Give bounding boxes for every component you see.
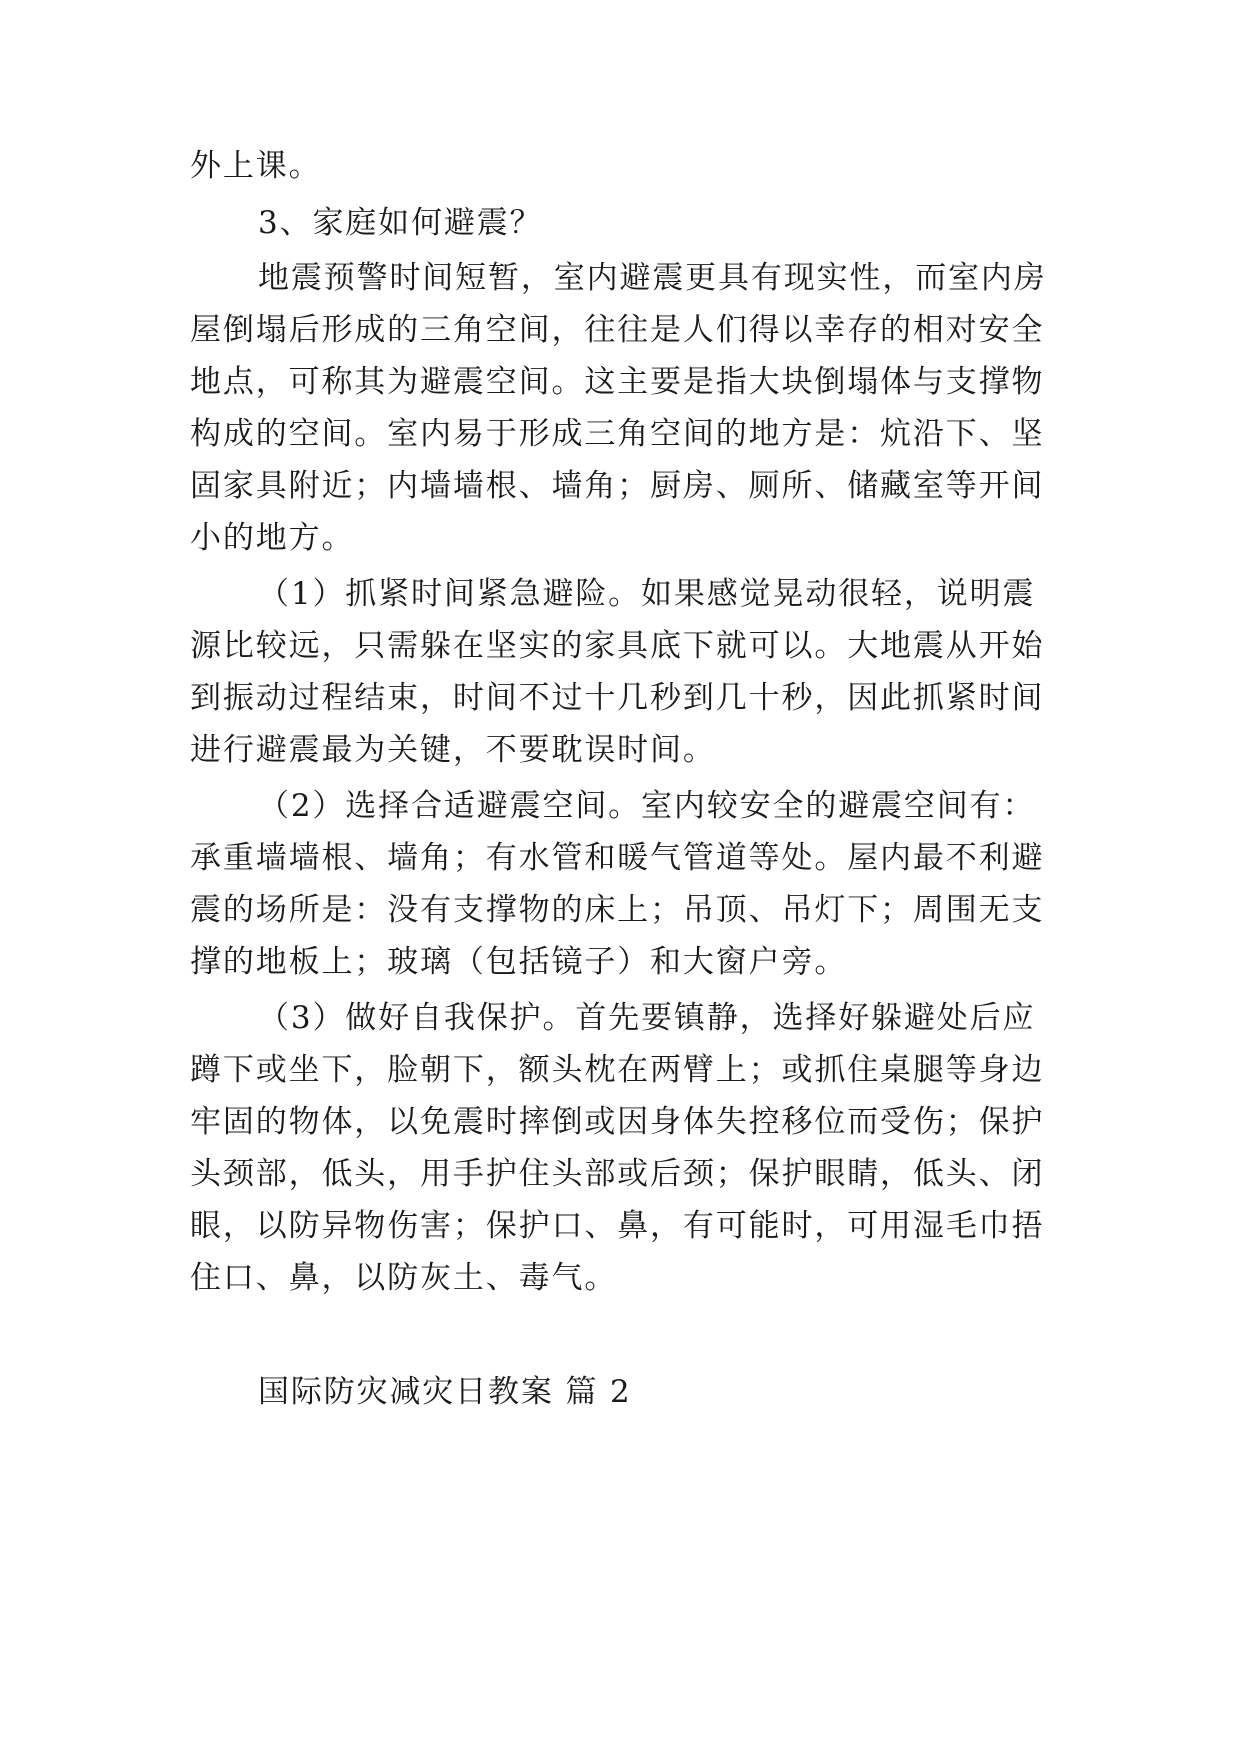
- text-line: 进行避震最为关键，不要耽误时间。: [190, 732, 716, 768]
- text-line: （1）抓紧时间紧急避险。如果感觉晃动很轻，说明震: [258, 576, 1036, 612]
- text-line: 蹲下或坐下，脸朝下，额头枕在两臂上；或抓住桌腿等身边: [190, 1052, 1045, 1088]
- text-line: 眼，以防异物伤害；保护口、鼻，有可能时，可用湿毛巾捂: [190, 1208, 1045, 1244]
- text-line: 撑的地板上；玻璃（包括镜子）和大窗户旁。: [190, 944, 848, 980]
- text-line: 屋倒塌后形成的三角空间，往往是人们得以幸存的相对安全: [190, 312, 1045, 348]
- text-line: （3）做好自我保护。首先要镇静，选择好躲避处后应: [258, 1000, 1036, 1036]
- section-heading: 3、家庭如何避震？: [258, 205, 543, 241]
- text-line: 构成的空间。室内易于形成三角空间的地方是：炕沿下、坚: [190, 416, 1045, 452]
- text-line: 地震预警时间短暂，室内避震更具有现实性，而室内房: [258, 260, 1047, 296]
- text-line: 小的地方。: [190, 520, 355, 556]
- text-line: 牢固的物体，以免震时摔倒或因身体失控移位而受伤；保护: [190, 1104, 1045, 1140]
- text-line: 源比较远，只需躲在坚实的家具底下就可以。大地震从开始: [190, 628, 1045, 664]
- text-line: 外上课。: [190, 148, 322, 184]
- text-line: 震的场所是：没有支撑物的床上；吊顶、吊灯下；周围无支: [190, 892, 1045, 928]
- section-title: 国际防灾减灾日教案 篇 2: [258, 1374, 632, 1410]
- text-line: 头颈部，低头，用手护住头部或后颈；保护眼睛，低头、闭: [190, 1156, 1045, 1192]
- text-line: 固家具附近；内墙墙根、墙角；厨房、厕所、储藏室等开间: [190, 468, 1045, 504]
- text-line: 住口、鼻，以防灰土、毒气。: [190, 1260, 618, 1296]
- text-line: 地点，可称其为避震空间。这主要是指大块倒塌体与支撑物: [190, 364, 1045, 400]
- text-line: （2）选择合适避震空间。室内较安全的避震空间有：: [258, 788, 1036, 824]
- text-line: 承重墙墙根、墙角；有水管和暖气管道等处。屋内最不利避: [190, 840, 1045, 876]
- text-line: 到振动过程结束，时间不过十几秒到几十秒，因此抓紧时间: [190, 680, 1045, 716]
